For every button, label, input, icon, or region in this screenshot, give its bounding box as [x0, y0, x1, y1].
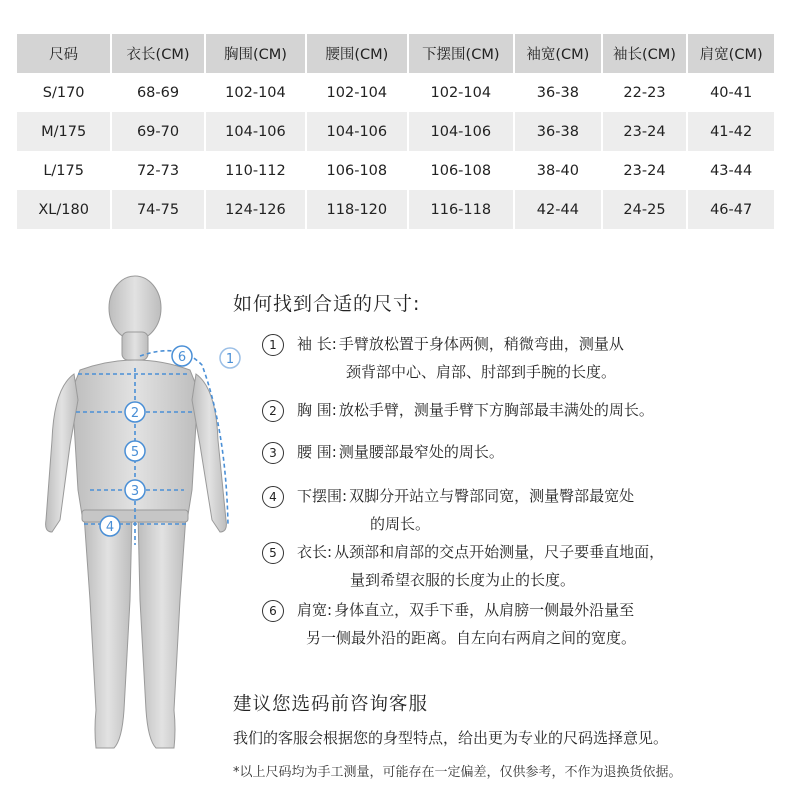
table-cell: XL/180 [17, 190, 112, 229]
footnote: *以上尺码均为手工测量，可能存在一定偏差，仅供参考，不作为退换货依据。 [233, 765, 682, 780]
table-cell: 46-47 [688, 190, 774, 229]
header-hem: 下摆围(CM) [409, 34, 516, 73]
table-cell: 116-118 [409, 190, 516, 229]
table-row [17, 190, 774, 229]
table-cell: 23-24 [603, 112, 689, 151]
table-cell: 102-104 [409, 73, 516, 112]
marker-5 [125, 441, 145, 461]
svg-text:6: 6 [177, 350, 187, 365]
header-waist: 腰围(CM) [307, 34, 408, 73]
table-cell: 69-70 [112, 112, 206, 151]
svg-text:3: 3 [130, 484, 140, 499]
guide-term: 胸 围: [297, 401, 337, 419]
table-cell: 24-25 [603, 190, 689, 229]
guide-item-sleeve-length [262, 330, 624, 386]
guide-desc: 从颈部和肩部的交点开始测量，尺子要垂直地面， [334, 543, 665, 561]
body-measurement-figure [30, 270, 255, 770]
table-cell: 104-106 [206, 112, 307, 151]
table-cell: 106-108 [307, 151, 408, 190]
number-4-icon: 4 [262, 486, 284, 508]
guide-term: 下摆围: [297, 487, 348, 505]
number-1-icon: 1 [262, 334, 284, 356]
table-cell: 38-40 [515, 151, 603, 190]
guide-item-length [262, 538, 664, 594]
table-cell: 104-106 [307, 112, 408, 151]
guide-term: 衣长: [297, 543, 333, 561]
svg-text:2: 2 [130, 406, 140, 421]
table-cell: 36-38 [515, 73, 603, 112]
table-cell: 106-108 [409, 151, 516, 190]
guide-desc-cont: 的周长。 [370, 515, 431, 533]
header-length: 衣长(CM) [112, 34, 206, 73]
number-3-icon: 3 [262, 442, 284, 464]
table-cell: 110-112 [206, 151, 307, 190]
guide-desc: 身体直立，双手下垂，从肩膀一侧最外沿量至 [334, 601, 635, 619]
svg-text:5: 5 [130, 445, 140, 460]
marker-6 [172, 346, 192, 366]
table-cell: M/175 [17, 112, 112, 151]
header-sleeve-length: 袖长(CM) [603, 34, 689, 73]
guide-title: 如何找到合适的尺寸: [233, 293, 421, 315]
table-header-row [17, 34, 774, 73]
table-cell: L/175 [17, 151, 112, 190]
table-row [17, 112, 774, 151]
table-row [17, 73, 774, 112]
guide-desc: 测量腰部最窄处的周长。 [338, 443, 504, 461]
table-cell: 118-120 [307, 190, 408, 229]
table-cell: 72-73 [112, 151, 206, 190]
marker-2 [125, 402, 145, 422]
table-cell: 74-75 [112, 190, 206, 229]
advice-title: 建议您选码前咨询客服 [233, 694, 429, 715]
table-cell: 22-23 [603, 73, 689, 112]
svg-text:1: 1 [225, 352, 235, 367]
size-table [17, 34, 774, 229]
table-cell: 102-104 [206, 73, 307, 112]
guide-desc: 手臂放松置于身体两侧，稍微弯曲，测量从 [338, 335, 624, 353]
table-cell: 23-24 [603, 151, 689, 190]
marker-4 [100, 516, 120, 536]
header-sleeve-width: 袖宽(CM) [515, 34, 603, 73]
table-cell: 102-104 [307, 73, 408, 112]
number-2-icon: 2 [262, 400, 284, 422]
guide-desc: 双脚分开站立与臀部同宽，测量臀部最宽处 [349, 487, 635, 505]
advice-text: 我们的客服会根据您的身型特点，给出更为专业的尺码选择意见。 [233, 729, 669, 747]
table-cell: 68-69 [112, 73, 206, 112]
guide-desc: 放松手臂，测量手臂下方胸部最丰满处的周长。 [338, 401, 654, 419]
header-chest: 胸围(CM) [206, 34, 307, 73]
table-cell: 41-42 [688, 112, 774, 151]
guide-item-waist [262, 438, 504, 466]
guide-item-shoulder [262, 596, 636, 652]
guide-item-hem [262, 482, 634, 538]
svg-text:4: 4 [105, 520, 115, 535]
number-5-icon: 5 [262, 542, 284, 564]
guide-term: 肩宽: [297, 601, 333, 619]
header-size: 尺码 [17, 34, 112, 73]
number-6-icon: 6 [262, 600, 284, 622]
table-cell: 42-44 [515, 190, 603, 229]
table-cell: 104-106 [409, 112, 516, 151]
marker-3 [125, 480, 145, 500]
table-cell: 36-38 [515, 112, 603, 151]
table-cell: 43-44 [710, 162, 753, 179]
table-cell: 124-126 [206, 190, 307, 229]
guide-term: 袖 长: [297, 335, 337, 353]
guide-desc-cont: 颈背部中心、肩部、肘部到手腕的长度。 [346, 363, 617, 381]
guide-item-chest [262, 396, 654, 424]
guide-term: 腰 围: [297, 443, 337, 461]
marker-1 [220, 348, 240, 368]
header-shoulder: 肩宽(CM) [688, 34, 774, 73]
guide-desc-cont: 另一侧最外沿的距离。自左向右两肩之间的宽度。 [306, 629, 637, 647]
table-row [17, 151, 774, 190]
table-cell: S/170 [17, 73, 112, 112]
guide-desc-cont: 量到希望衣服的长度为止的长度。 [350, 571, 576, 589]
table-cell: 40-41 [710, 84, 753, 101]
